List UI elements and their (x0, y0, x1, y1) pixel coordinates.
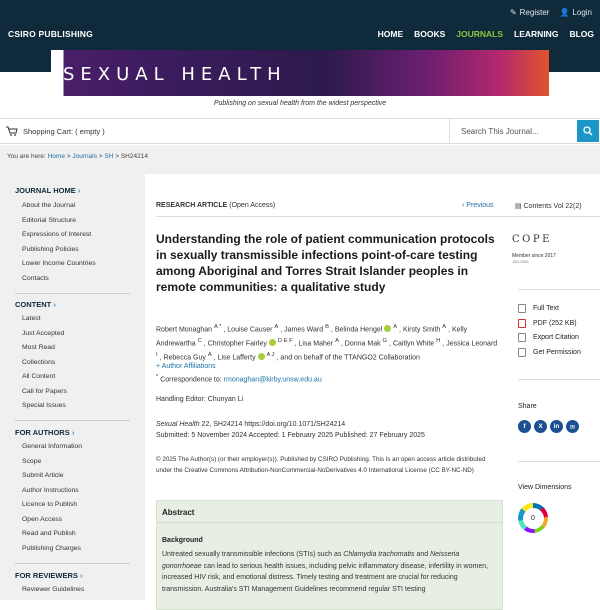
article-meta-bar (156, 202, 582, 210)
chevron-right-icon: › (53, 300, 56, 309)
author-name[interactable]: Louise Causer (227, 326, 275, 334)
author-affiliation-marker: A (274, 324, 279, 330)
journal-name: Sexual Health (156, 421, 200, 428)
cope-logo: COPE (512, 234, 552, 245)
nav-learning[interactable]: LEARNING (514, 29, 559, 39)
author-name[interactable]: Rebecca Guy (163, 353, 208, 361)
sidebar-item-policies[interactable]: Publishing Policies (22, 245, 79, 253)
export-citation-link[interactable]: Export Citation (518, 330, 581, 345)
chevron-left-icon: ‹ (462, 202, 465, 209)
nav-home[interactable]: HOME (377, 29, 404, 39)
sidebar-item-latest[interactable]: Latest (22, 315, 41, 322)
sidebar-item-submit-article[interactable]: Submit Article (22, 472, 64, 479)
dimensions-badge[interactable] (518, 503, 548, 533)
abstract-heading: Abstract (157, 501, 502, 523)
search-button[interactable] (577, 120, 599, 142)
journal-title: SEXUAL HEALTH (63, 64, 287, 85)
sidebar-item-all-content[interactable]: All Content (22, 373, 56, 380)
sidebar-item-about[interactable]: About the Journal (22, 202, 76, 209)
article-dates: Submitted: 5 November 2024 Accepted: 1 February 2025 Published: 27 February 2025 (156, 432, 425, 439)
x-icon[interactable]: X (534, 420, 547, 433)
cart-label: Shopping Cart: ( empty ) (23, 126, 105, 136)
article-title: Understanding the role of patient communication protocols in sexually transmissible infections point-of-care testing among Aboriginal and Torres Strait Islander peoples in remote communities: a qualitative study (156, 232, 495, 294)
sidebar-section-for-reviewers[interactable]: FOR REVIEWERS › (15, 571, 83, 580)
breadcrumb-bar (0, 145, 600, 174)
export-icon (518, 333, 526, 342)
sidebar-item-general-info[interactable]: General Information (22, 443, 83, 450)
author-name[interactable]: Kelly Andrewartha (156, 326, 468, 348)
register-link[interactable]: ✎ Register (509, 8, 550, 17)
author-name[interactable]: Donna Mak (344, 340, 383, 348)
sidebar-item-read-publish[interactable]: Read and Publish (22, 530, 76, 537)
orcid-icon[interactable] (384, 325, 391, 332)
cart-search-bar (0, 118, 600, 144)
dimensions-count: 0 (523, 508, 544, 529)
main-nav (378, 29, 594, 39)
permission-icon (518, 348, 526, 357)
author-name[interactable]: James Ward (284, 326, 326, 334)
shopping-cart[interactable] (6, 126, 105, 136)
contents-link[interactable]: ▤ Contents Vol 22(2) (515, 203, 582, 210)
sidebar-item-open-access[interactable]: Open Access (22, 515, 63, 523)
author-affiliations-toggle[interactable]: + Author Affiliations (156, 363, 216, 370)
sidebar-item-publishing-charges[interactable]: Publishing Charges (22, 544, 81, 552)
sidebar-item-lower-income[interactable]: Lower Income Countries (22, 260, 96, 267)
author-name[interactable]: Caitlyn White (392, 340, 437, 348)
email-icon[interactable]: ✉ (566, 420, 579, 433)
sidebar-item-contacts[interactable]: Contacts (22, 274, 49, 282)
get-permission-link[interactable]: Get Permission (518, 345, 581, 360)
orcid-icon[interactable] (269, 339, 276, 346)
author-affiliation-marker: A * (213, 324, 222, 330)
linkedin-icon[interactable]: in (550, 420, 563, 433)
background-heading: Background (162, 537, 203, 544)
sidebar-divider (15, 563, 130, 564)
sidebar-item-call-for-papers[interactable]: Call for Papers (22, 387, 67, 395)
author-affiliation-marker: A (442, 324, 447, 330)
cope-badge[interactable]: COPE Member since 2017 JM12066 (512, 234, 567, 266)
abstract-text: Untreated sexually transmissible infections (STIs) such as Chlamydia trachomatis and Neisseria gonorrhoeae can lead to serious health issues, including pelvic inflammatory disease, infertility in women, increased HIV risk, and emotional distress. Timely testing and treatment are crucial for reducing transmission. Australia's STI Management Guidelines recommend regular STI testing (162, 551, 489, 593)
sidebar-item-expressions[interactable]: Expressions of Interest (22, 231, 92, 238)
search-input[interactable]: Search This Journal... (461, 127, 539, 136)
pdf-icon (518, 319, 526, 328)
account-links (510, 8, 592, 17)
author-name[interactable]: Lise Lafferty (217, 353, 258, 361)
author-affiliation-marker: A (207, 351, 212, 358)
divider (518, 461, 600, 462)
sidebar-item-just-accepted[interactable]: Just Accepted (22, 329, 65, 337)
facebook-icon[interactable]: f (518, 420, 531, 433)
authors-collaboration: and on behalf of the TTANGO2 Collaboration (280, 353, 420, 361)
author-affiliation-marker: C (197, 337, 202, 344)
sidebar-section-content[interactable]: CONTENT › (15, 300, 56, 309)
sidebar-item-licence[interactable]: Licence to Publish (22, 501, 78, 508)
user-icon: 👤 (559, 8, 570, 17)
sidebar-section-for-authors[interactable]: FOR AUTHORS › (15, 428, 75, 437)
dimensions-heading: View Dimensions (518, 484, 572, 491)
share-buttons (518, 420, 579, 433)
sidebar-item-special-issues[interactable]: Special Issues (22, 402, 66, 409)
article-tools-panel (512, 174, 600, 600)
citation (156, 419, 425, 441)
breadcrumb-home[interactable]: Home (47, 153, 65, 160)
author-name[interactable]: Robert Monaghan (156, 326, 214, 334)
chevron-right-icon: › (77, 186, 81, 195)
sidebar-item-reviewer-guidelines[interactable]: Reviewer Guidelines (22, 586, 85, 593)
divider (518, 289, 600, 290)
sidebar-item-author-instructions[interactable]: Author Instructions (22, 486, 79, 494)
nav-books[interactable]: BOOKS (414, 29, 446, 39)
chevron-right-icon: › (80, 571, 83, 580)
journal-tagline: Publishing on sexual health from the widest perspective (213, 100, 387, 107)
correspondence-email[interactable]: rmonaghan@kirby.unsw.edu.au (223, 376, 322, 384)
sidebar-item-collections[interactable]: Collections (22, 358, 56, 366)
author-affiliation-marker: I (156, 351, 158, 358)
author-name[interactable]: Jessica Leonard (446, 340, 498, 348)
author-affiliation-marker: H (436, 337, 441, 344)
login-link[interactable]: 👤 Login (559, 8, 592, 17)
handling-editor: Handling Editor: Chunyan Li (156, 396, 244, 403)
sidebar-section-journal-home[interactable]: JOURNAL HOME › (15, 186, 81, 195)
cart-icon (6, 126, 18, 136)
author-affiliation-marker: A (393, 324, 398, 330)
search-icon (583, 126, 593, 136)
doi[interactable]: 22, SH24214 https://doi.org/10.1071/SH24214 (201, 421, 346, 428)
document-icon (518, 304, 526, 313)
breadcrumb-sh[interactable]: SH (104, 153, 114, 160)
journal-sidebar (0, 174, 145, 600)
full-text-link[interactable]: Full Text (518, 301, 581, 316)
contents-icon: ▤ (515, 203, 522, 210)
sidebar-divider (15, 293, 130, 294)
nav-blog[interactable]: BLOG (569, 29, 594, 39)
author-list: Robert Monaghan $^{A *}$ , Louise Causer $^A$ , James Ward $^B$ , Belinda Hengel $^A$ , Kirsty Smith $^A$ , Kelly Andrewartha $^C$ , Christopher Fairley $^{D E F}$ , Lisa Maher $^A$ , Donna Mak $^G$ , Caitlyn White $^H$ , Jessica Leonard $^I$ , Rebecca Guy $^A$ , Lise Lafferty $^{A J}$ , and on behalf of the TTANGO2 Collaboration (156, 324, 498, 361)
breadcrumb-journals[interactable]: Journals (72, 153, 97, 160)
orcid-icon[interactable] (258, 353, 265, 360)
author-name[interactable]: Belinda Hengel (334, 326, 385, 334)
author-name[interactable]: Lisa Maher (298, 340, 336, 348)
sidebar-item-scope[interactable]: Scope (22, 457, 42, 465)
pencil-icon: ✎ (509, 8, 517, 17)
abstract-box (156, 500, 503, 610)
sidebar-item-editorial[interactable]: Editorial Structure (22, 216, 77, 224)
author-name[interactable]: Kirsty Smith (402, 326, 443, 334)
author-affiliation-marker: A J (266, 351, 275, 358)
nav-journals[interactable]: JOURNALS (456, 29, 504, 39)
share-heading: Share (518, 403, 537, 410)
chevron-right-icon: › (71, 428, 75, 437)
journal-search (449, 119, 600, 144)
article-type: RESEARCH ARTICLE (156, 202, 228, 209)
divider (518, 379, 600, 380)
author-affiliation-marker: G (382, 337, 388, 344)
journal-banner[interactable] (51, 50, 549, 96)
author-affiliation-marker: A (335, 337, 339, 344)
license-text: © 2025 The Author(s) (or their employer(s)). Published by CSIRO Publishing. This is an open access article distributed under the Creative Commons Attribution-NonCommercial-NoDerivatives 4.0 International License (CC BY-NC-ND) (156, 456, 486, 474)
correspondence: * Correspondence to: rmonaghan@kirby.unsw.edu.au (156, 374, 322, 384)
author-affiliation-marker: D E F (277, 337, 293, 344)
author-name[interactable]: Christopher Fairley (207, 340, 269, 348)
sidebar-divider (15, 420, 130, 421)
breadcrumb: You are here: Home > Journals > SH > SH24214 (7, 153, 148, 160)
sidebar-item-most-read[interactable]: Most Read (22, 344, 55, 351)
access-badge: (Open Access) (229, 202, 276, 209)
pdf-link[interactable]: PDF (252 KB) (518, 316, 581, 331)
previous-link[interactable]: ‹ Previous (462, 202, 494, 209)
author-affiliation-marker: B (325, 324, 329, 330)
article-tools (518, 301, 581, 360)
breadcrumb-current: SH24214 (120, 153, 148, 160)
brand-logo[interactable]: CSIRO PUBLISHING (8, 29, 93, 39)
